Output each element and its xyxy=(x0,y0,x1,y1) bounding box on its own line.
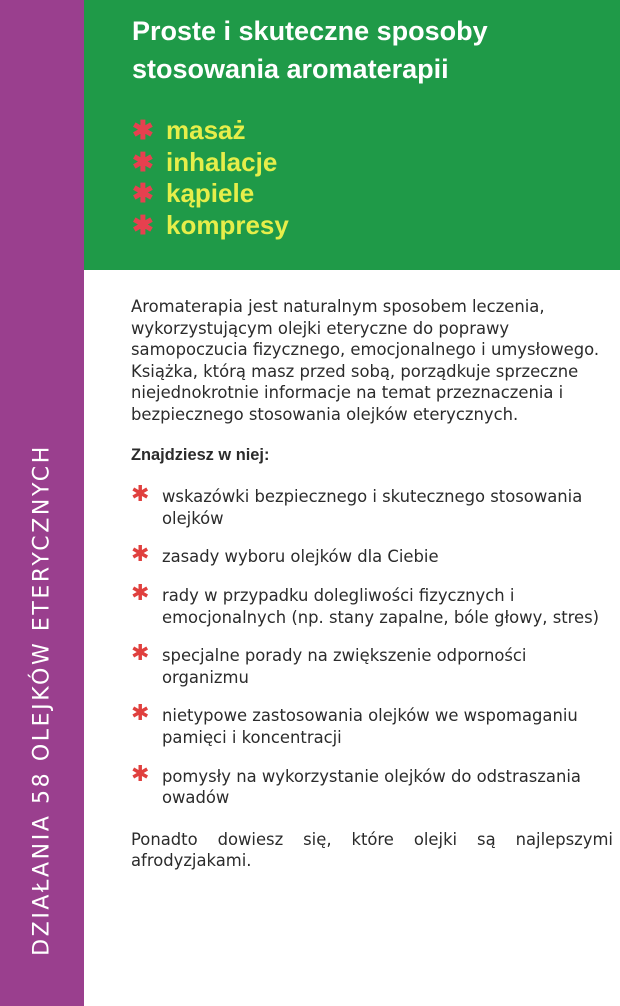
outro-paragraph: Ponadto dowiesz się, które olejki są najlepszymi afrodyzjakami. xyxy=(131,829,613,871)
header-panel xyxy=(84,0,620,270)
method-item xyxy=(132,147,289,179)
feature-text: wskazówki bezpiecznego i skutecznego stosowania olejków xyxy=(162,487,583,528)
list-item xyxy=(131,641,613,688)
feature-text: specjalne porady na zwiększenie odporności organizmu xyxy=(162,646,527,687)
asterisk-flower-icon: ✱ xyxy=(131,482,150,508)
list-item xyxy=(131,761,613,809)
feature-text: zasady wyboru olejków dla Ciebie xyxy=(162,547,439,567)
list-item xyxy=(131,580,613,628)
method-item xyxy=(132,210,289,242)
list-item xyxy=(131,482,613,529)
spine-band xyxy=(0,0,84,1006)
page-title xyxy=(132,12,488,88)
asterisk-flower-icon: ✱ xyxy=(131,641,150,667)
asterisk-flower-icon: ✱ xyxy=(132,115,154,145)
method-label: kąpiele xyxy=(166,178,255,208)
asterisk-flower-icon: ✱ xyxy=(131,580,150,606)
method-label: masaż xyxy=(166,115,246,145)
intro xyxy=(131,296,613,426)
method-item xyxy=(132,178,289,210)
feature-text: nietypowe zastosowania olejków we wspomaganiu pamięci i koncentracji xyxy=(162,706,578,747)
asterisk-flower-icon: ✱ xyxy=(132,178,154,208)
list-item xyxy=(131,701,613,748)
method-label: inhalacje xyxy=(166,146,278,177)
title-line: stosowania aromaterapii xyxy=(132,54,449,84)
method-item xyxy=(132,115,289,147)
feature-text: pomysły na wykorzystanie olejków do odstraszania owadów xyxy=(162,766,581,808)
list-item xyxy=(131,542,613,568)
body-text xyxy=(131,296,613,872)
asterisk-flower-icon: ✱ xyxy=(132,146,154,177)
title-line: Proste i skuteczne sposoby xyxy=(132,16,488,46)
intro-paragraph: Aromaterapia jest naturalnym sposobem leczenia, wykorzystującym olejki eteryczne do poprawy samopoczucia fizycznego, emocjonalnego i umysłowego. xyxy=(131,297,600,360)
asterisk-flower-icon: ✱ xyxy=(131,761,150,787)
subheading: Znajdziesz w niej: xyxy=(131,445,270,464)
asterisk-flower-icon: ✱ xyxy=(132,209,154,240)
methods-list xyxy=(132,115,289,241)
method-label: kompresy xyxy=(166,209,289,240)
features-list xyxy=(131,482,613,809)
spine-title: DZIAŁANIA 58 OLEJKÓW ETERYCZNYCH xyxy=(29,444,55,956)
feature-text: rady w przypadku dolegliwości fizycznych i emocjonalnych (np. stany zapalne, bóle głowy, stres) xyxy=(162,585,600,627)
asterisk-flower-icon: ✱ xyxy=(131,701,150,727)
asterisk-flower-icon: ✱ xyxy=(131,542,150,568)
intro-paragraph: Książka, którą masz przed sobą, porządkuje sprzeczne niejednokrotnie informacje na temat przeznaczenia i bezpiecznego stosowania olejków eterycznych. xyxy=(131,361,579,424)
